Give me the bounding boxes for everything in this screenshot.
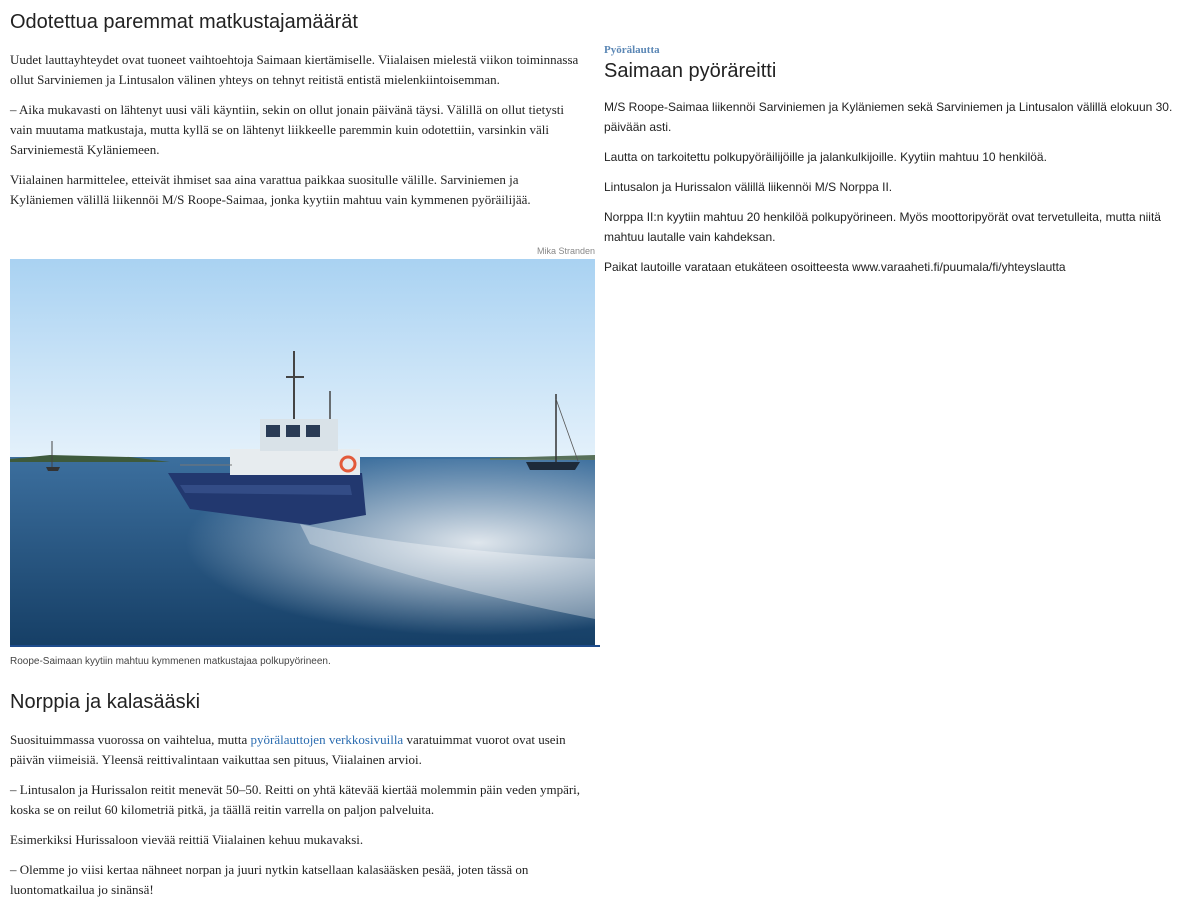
section-title-passenger-numbers: Odotettua paremmat matkustajamäärät (10, 11, 358, 33)
section-body-seals-osprey (10, 730, 585, 910)
paragraph: – Olemme jo viisi kertaa nähneet norpan ja juuri nytkin katsellaan kalasääsken pesää, joten tässä on luontomatkailua jo sinänsä! (10, 862, 529, 897)
factbox-title: Saimaan pyöräreitti (604, 60, 777, 82)
factbox-paragraph: Norppa II:n kyytiin mahtuu 20 henkilöä polkupyörineen. Myös moottoripyörät ovat tervetulleita, mutta niitä mahtuu lautalle vain kahdeksan. (604, 210, 1161, 244)
ferry-photo[interactable] (10, 259, 595, 645)
factbox-kicker: Pyörälautta (604, 44, 660, 56)
paragraph: Viialainen harmittelee, etteivät ihmiset saa aina varattua paikkaa suositulle välille. Sarviniemen ja Kyläniemen välillä liikennöi M/S Roope-Saimaa, jonka kyytiin mahtuu vain kymmenen pyöräilijää. (10, 172, 531, 207)
paragraph: – Aika mukavasti on lähtenyt uusi väli käyntiin, sekin on ollut jonain päivänä täysi. Välillä on ollut tietysti vain muutama matkustaja, mutta kyllä se on lähtenyt liikkeelle paremmin kuin odotettiin, varsinkin väli Sarviniemestä Kyläniemeen. (10, 102, 564, 157)
paragraph (10, 730, 585, 770)
section-body-passenger-numbers (10, 50, 580, 220)
paragraph-text: Suosituimmassa vuorossa on vaihtelua, mutta (10, 732, 251, 747)
paragraph: Uudet lauttayhteydet ovat tuoneet vaihtoehtoja Saimaan kiertämiselle. Viialaisen mielestä viikon toiminnassa ollut Sarviniemen ja Lintusalon välinen yhteys on tehnyt reitistä entistä mielenkiintoisemman. (10, 52, 579, 87)
paragraph: – Lintusalon ja Hurissalon reitit menevät 50–50. Reitti on yhtä kätevää kiertää molemmin päin veden ympäri, koska se on reilut 60 kilometriä pitkä, ja täällä reitin varrella on paljon palveluita. (10, 782, 581, 817)
photo-divider (10, 645, 600, 647)
section-title-seals-osprey: Norppia ja kalasääski (10, 691, 201, 713)
factbox-paragraph: Paikat lautoille varataan etukäteen osoitteesta www.varaaheti.fi/puumala/fi/yhteyslautta (604, 260, 1066, 274)
bike-ferry-website-link[interactable]: pyörälauttojen verkkosivuilla (250, 732, 404, 747)
factbox-paragraph: M/S Roope-Saimaa liikennöi Sarviniemen ja Kyläniemen sekä Sarviniemen ja Lintusalon välillä elokuun 30. päivään asti. (604, 100, 1173, 134)
paragraph-text: varatuimmat vuorot ovat usein päivän viimeisiä. Yleensä reittivalintaan vaikuttaa sen pituus, Viialainen arvioi. (10, 732, 566, 767)
factbox-paragraph: Lintusalon ja Hurissalon välillä liikennöi M/S Norppa II. (604, 180, 893, 194)
photo-caption: Roope-Saimaan kyytiin mahtuu kymmenen matkustajaa polkupyörineen. (10, 656, 331, 667)
photo-credit: Mika Stranden (536, 246, 595, 256)
factbox-paragraph: Lautta on tarkoitettu polkupyöräilijöille ja jalankulkijoille. Kyytiin mahtuu 10 henkilöä. (604, 150, 1047, 164)
factbox-saimaa-bike-route (604, 44, 1184, 287)
paragraph: Esimerkiksi Hurissaloon vievää reittiä Viialainen kehuu mukavaksi. (10, 832, 364, 847)
